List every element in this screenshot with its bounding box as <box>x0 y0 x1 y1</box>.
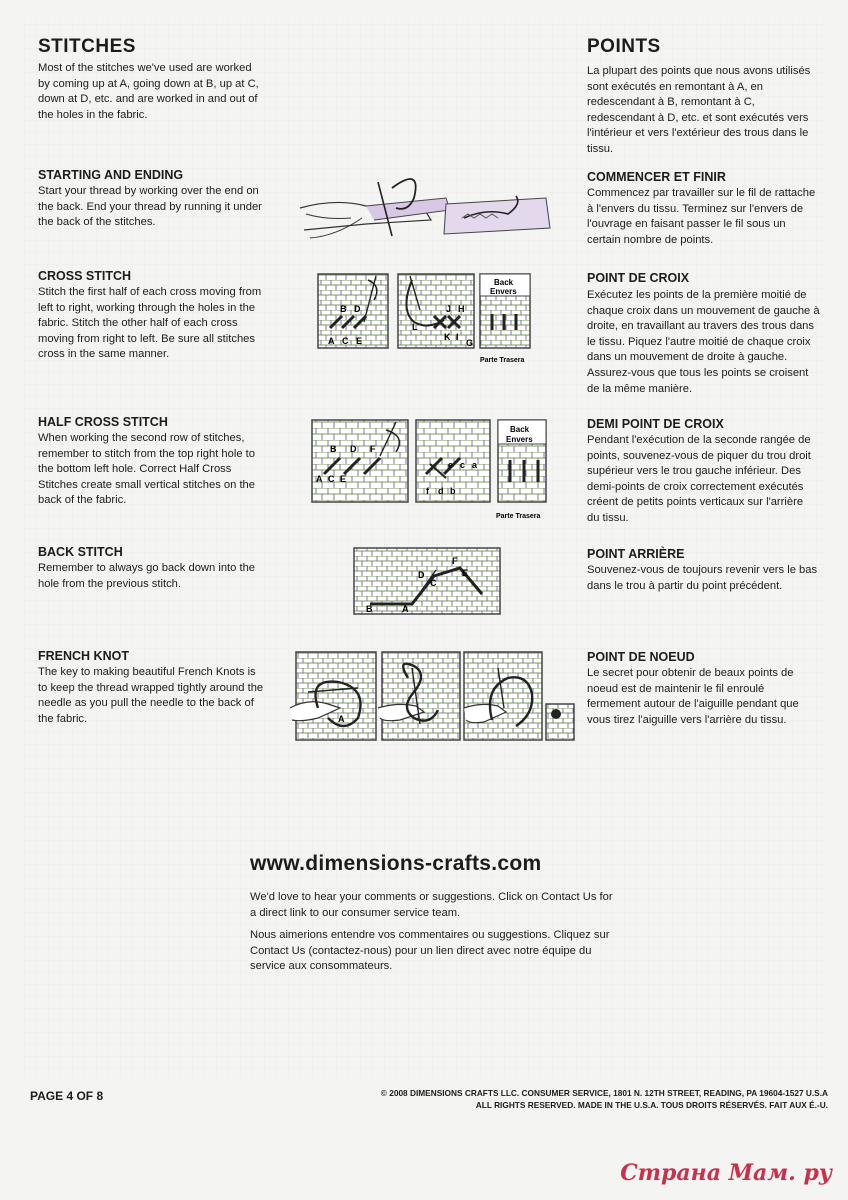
half-label-f2: f <box>426 486 429 496</box>
french-knot-heading: FRENCH KNOT <box>38 649 129 663</box>
demi-point-text: Pendant l'exécution de la seconde rangée de points, souvenez-vous de piquer du trou droit supérieur vers le trou gauche inférieur. Des demi-points de croix correctement exécutés créent de petits points verticaux sur l'arrière du tissu. <box>587 434 811 524</box>
half-label-c: C <box>328 474 335 484</box>
point-arriere-heading: POINT ARRIÈRE <box>587 547 685 561</box>
cross-stitch-heading: CROSS STITCH <box>38 269 132 283</box>
point-de-croix-heading: POINT DE CROIX <box>587 271 690 285</box>
half-cross-illustration <box>310 416 550 522</box>
points-title: POINTS <box>587 36 661 57</box>
copyright-line-1: © 2008 DIMENSIONS CRAFTS LLC. CONSUMER SERVICE, 1801 N. 12TH STREET, READING, PA 19604-1527 U.S.A <box>380 1088 828 1098</box>
cross-label-a: A <box>328 336 335 346</box>
back-label-a: A <box>402 604 409 614</box>
knot-dot-icon <box>551 709 561 719</box>
cross-label-b: B <box>340 304 347 314</box>
stitches-title: STITCHES <box>38 36 136 57</box>
demi-point-heading: DEMI POINT DE CROIX <box>587 417 724 431</box>
starting-ending-heading: STARTING AND ENDING <box>38 168 184 182</box>
french-knot-text: The key to making beautiful French Knots is to keep the thread wrapped tightly around the needle as you pull the needle to the back of the fabric. <box>38 666 264 725</box>
cross-label-e: E <box>356 336 363 346</box>
cross-label-i: I <box>456 332 459 342</box>
cross-label-c: C <box>342 336 349 346</box>
copyright-line-2: ALL RIGHTS RESERVED. MADE IN THE U.S.A. TOUS DROITS RÉSERVÉS. FAIT AUX É.-U. <box>475 1100 828 1110</box>
cross-label-k: K <box>444 332 451 342</box>
cross-stitch-illustration <box>316 270 534 366</box>
half-back-title: Back <box>510 425 530 434</box>
cross-label-j: J <box>446 304 452 314</box>
back-label-d: D <box>418 570 425 580</box>
point-de-noeud-heading: POINT DE NOEUD <box>587 650 695 664</box>
half-label-b: B <box>330 444 337 454</box>
starting-ending-text: Start your thread by working over the end on the back. End your thread by running it under the back of the stitches. <box>38 185 262 229</box>
back-label-f: F <box>452 556 458 566</box>
cross-label-d: D <box>354 304 361 314</box>
half-label-e: E <box>340 474 347 484</box>
cross-back-title: Back <box>494 278 514 287</box>
cross-label-h: H <box>458 304 465 314</box>
half-cross-heading: HALF CROSS STITCH <box>38 415 168 429</box>
back-stitch-illustration <box>352 546 504 618</box>
back-label-e: E <box>462 568 469 578</box>
cross-envers-title: Envers <box>490 287 517 296</box>
cross-label-g: G <box>466 338 474 348</box>
commencer-text: Commencez par travailler sur le fil de rattache à l'envers du tissu. Terminez sur l'envers de l'ouvrage en faisant passer le fil sous un certain nombre de points. <box>587 187 816 246</box>
half-cross-text: When working the second row of stitches, remember to stitch from the top right hole to the bottom left hole. Correct Half Cross Stitches create small vertical stitches on the back of the fabric. <box>38 432 256 507</box>
cross-trasera-title: Parte Trasera <box>480 357 525 364</box>
page-number: PAGE 4 OF 8 <box>30 1089 104 1103</box>
copyright <box>308 1087 828 1111</box>
back-label-c: C <box>430 578 437 588</box>
watermark: Страна Мам. ру <box>620 1160 832 1186</box>
website-url[interactable]: www.dimensions-crafts.com <box>250 852 542 875</box>
commencer-heading: COMMENCER ET FINIR <box>587 170 726 184</box>
stitches-intro: Most of the stitches we've used are worked by coming up at A, going down at B, up at C, down at D, etc. and are worked in and out of the holes in the fabric. <box>38 62 259 121</box>
website-en-text: We'd love to hear your comments or suggestions. Click on Contact Us for a direct link to our consumer service team. <box>250 891 613 919</box>
half-label-e2: e <box>448 460 454 470</box>
point-de-croix-text: Exécutez les points de la première moitié de chaque croix dans un mouvement de gauche à droite, en travaillant au travers des trous dans le tissu. Piquez l'autre moitié de chaque croix dans un mouvement de droite à gauche. Assurez-vous que tous les points se croisent de la même manière. <box>587 289 820 395</box>
half-trasera-title: Parte Trasera <box>496 513 541 520</box>
half-label-c2: c <box>460 460 466 470</box>
half-label-a2: a <box>472 460 478 470</box>
point-arriere-text: Souvenez-vous de toujours revenir vers le bas dans le trou à partir du point précédent. <box>587 564 818 592</box>
cross-stitch-text: Stitch the first half of each cross moving from left to right, working through the holes in the fabric. Stitch the other half of each cross moving from right to left. Be sure all stitches cross in the same manner. <box>38 286 262 361</box>
half-label-f: F <box>370 444 376 454</box>
half-label-b2: b <box>450 486 456 496</box>
knot-label-a: A <box>338 714 345 724</box>
half-label-d: D <box>350 444 357 454</box>
half-label-d2: d <box>438 486 444 496</box>
back-stitch-heading: BACK STITCH <box>38 545 123 559</box>
cross-label-l: L <box>412 322 418 332</box>
website-fr-text: Nous aimerions entendre vos commentaires ou suggestions. Cliquez sur Contact Us (contactez-nous) pour un lien direct avec notre équipe du service aux consommateurs. <box>250 929 610 973</box>
back-label-b: B <box>366 604 373 614</box>
points-intro: La plupart des points que nous avons utilisés sont exécutés en remontant à A, en redescendant à B, remontant à C, redescendant à D, etc. et sont exécutés vers l'intérieur et vers l'extérieur des trous dans le tissu. <box>587 65 811 155</box>
half-label-a: A <box>316 474 323 484</box>
french-knot-illustration <box>288 648 578 746</box>
half-envers-title: Envers <box>506 435 533 444</box>
starting-ending-illustration <box>296 168 552 244</box>
back-stitch-text: Remember to always go back down into the hole from the previous stitch. <box>38 562 256 590</box>
point-de-noeud-text: Le secret pour obtenir de beaux points de noeud est de maintenir le fil enroulé fermement autour de l'aiguille pendant que vous tirez l'aiguille vers l'arrière du tissu. <box>587 667 799 726</box>
